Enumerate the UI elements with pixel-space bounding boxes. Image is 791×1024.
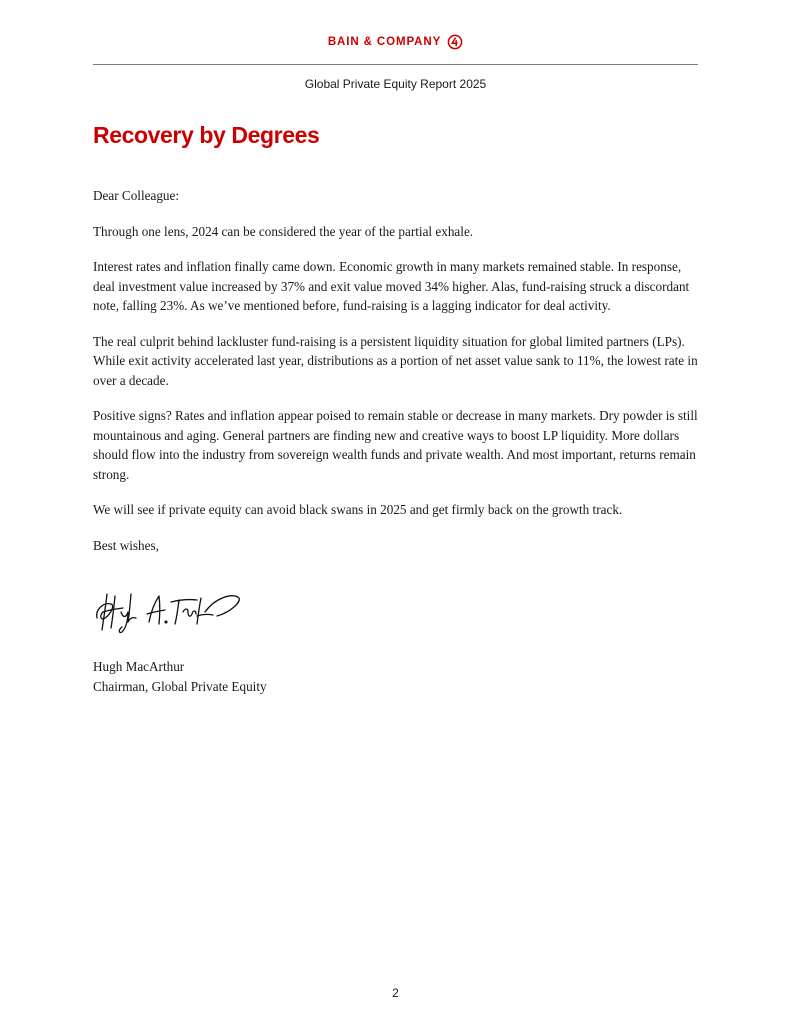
letter-salutation: Dear Colleague: bbox=[93, 188, 180, 203]
letter-paragraph: Interest rates and inflation finally came down. Economic growth in many markets remained stable. In response, deal investment value increased by 37% and exit value moved 34% higher. Alas, fund-raising struck a discordant note, falling 23%. As we’ve mentioned before, fund-raising is a lagging indicator for deal activity. bbox=[93, 259, 690, 313]
report-title: Global Private Equity Report 2025 bbox=[304, 77, 487, 91]
brand-header bbox=[0, 34, 791, 50]
signer-title: Chairman, Global Private Equity bbox=[93, 678, 267, 694]
handwritten-signature bbox=[93, 588, 243, 636]
signoff-block bbox=[93, 657, 267, 696]
letter-paragraph: We will see if private equity can avoid black swans in 2025 and get firmly back on the growth track. bbox=[93, 502, 623, 517]
page-headline: Recovery by Degrees bbox=[93, 122, 320, 148]
brand-name: BAIN & COMPANY bbox=[327, 36, 442, 48]
letter-paragraph: The real culprit behind lackluster fund-raising is a persistent liquidity situation for global limited partners (LPs). While exit activity accelerated last year, distributions as a portion of net asset value sank to 11%, the lowest rate in over a decade. bbox=[93, 333, 698, 388]
bain-circle-logo-icon bbox=[447, 34, 463, 50]
letter-body bbox=[93, 186, 699, 571]
signer-name: Hugh MacArthur bbox=[93, 659, 185, 674]
page-number: 2 bbox=[392, 986, 399, 1000]
letter-paragraph: Through one lens, 2024 can be considered the year of the partial exhale. bbox=[93, 223, 474, 239]
letter-paragraph: Positive signs? Rates and inflation appear poised to remain stable or decrease in many markets. Dry powder is still mountainous and aging. General partners are finding new and creative ways to boost LP liquidity. More dollars should flow into the industry from sovereign wealth funds and private wealth. And most important, returns remain strong. bbox=[93, 408, 698, 482]
header-divider bbox=[93, 64, 698, 65]
letter-closing: Best wishes, bbox=[93, 537, 159, 553]
